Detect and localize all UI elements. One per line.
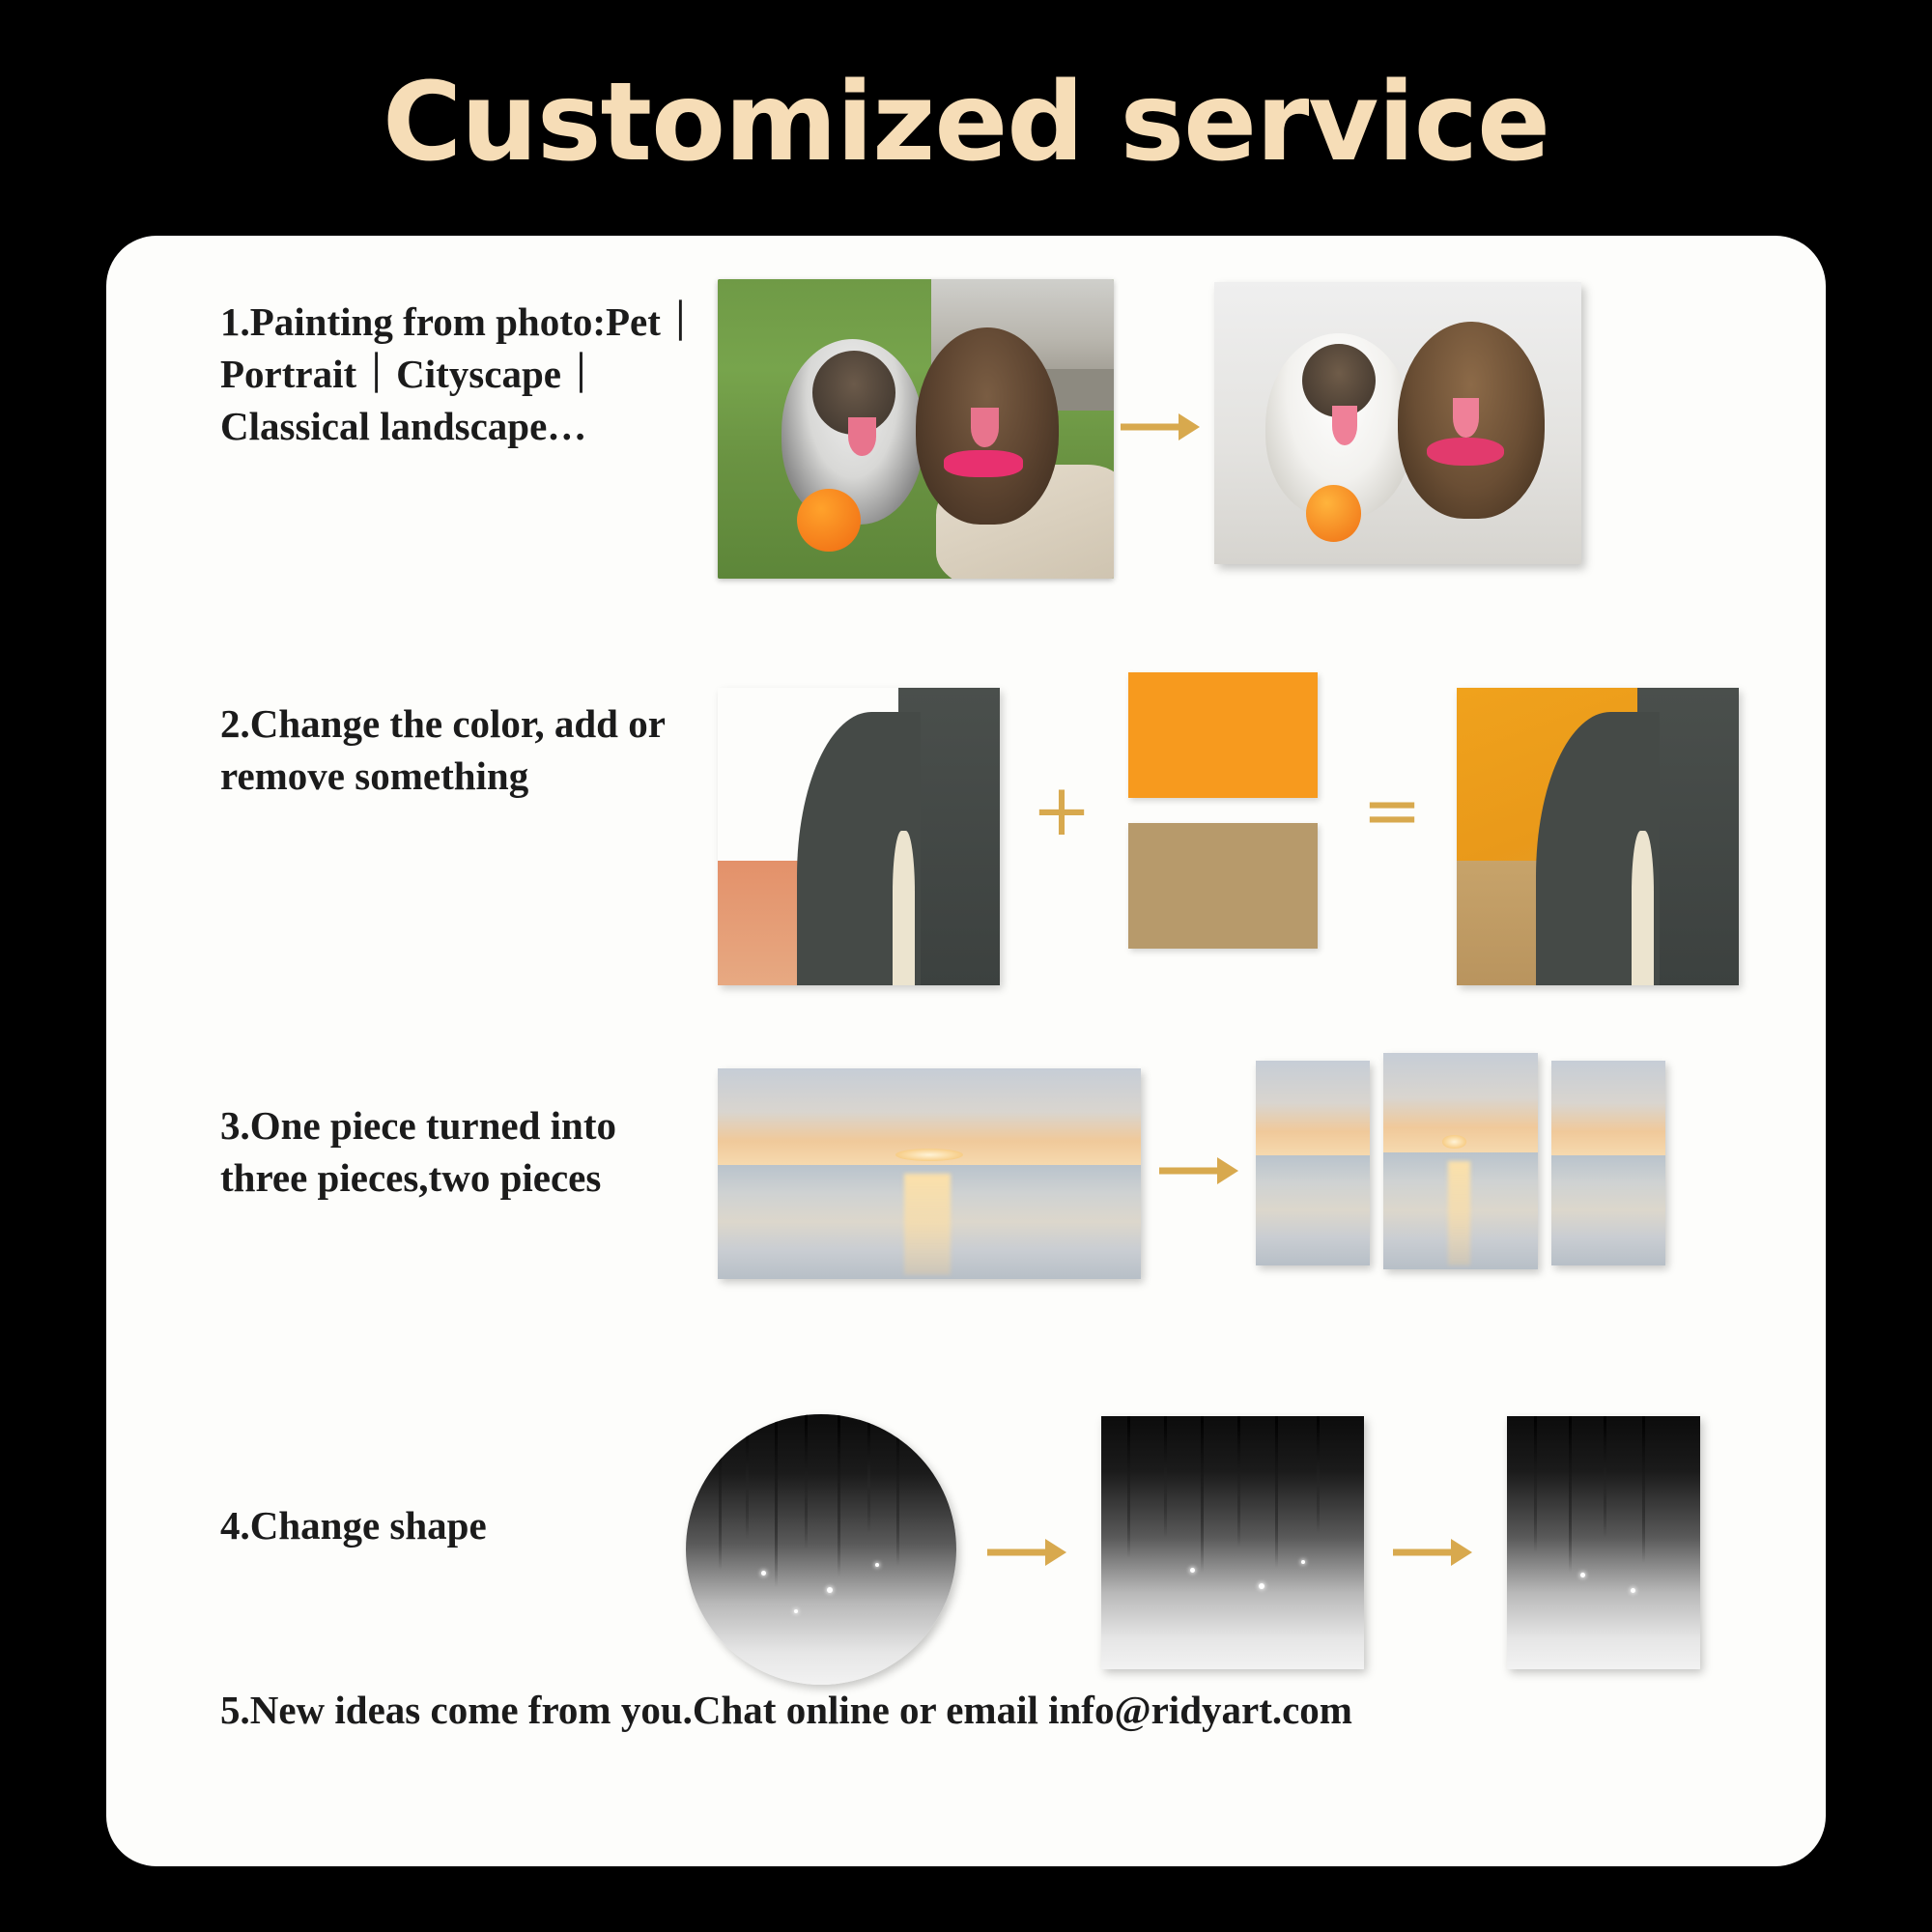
sparkle: [1631, 1588, 1635, 1593]
triptych-panel-1: [1256, 1061, 1370, 1265]
sea-water: [1256, 1155, 1370, 1265]
drip: [896, 1414, 899, 1566]
step-row-1: [106, 236, 1826, 690]
plus-sign: +: [1032, 769, 1093, 852]
drip: [838, 1414, 840, 1577]
drip: [1642, 1416, 1645, 1563]
drip: [1317, 1416, 1320, 1533]
step-row-4: [106, 1395, 1826, 1685]
sea-sun-reflection: [1448, 1161, 1469, 1265]
recolored-light-stripe: [1632, 831, 1654, 985]
portrait-canvas: [1507, 1416, 1700, 1669]
step-row-2: [106, 661, 1826, 1047]
step-3-caption: 3.One piece turned into three pieces,two pieces: [220, 1103, 616, 1201]
drip: [1275, 1416, 1278, 1568]
arrow-right-icon: [987, 1530, 1068, 1575]
photo-dog-left-tongue: [848, 417, 876, 456]
drip: [805, 1414, 808, 1549]
drip: [1237, 1416, 1240, 1548]
step-2-caption: 2.Change the color, add or remove something: [220, 701, 666, 799]
drip: [1201, 1416, 1204, 1573]
sea-sky: [1551, 1061, 1665, 1155]
painting-tennis-ball: [1306, 485, 1361, 541]
drip: [1127, 1416, 1130, 1558]
page-title: Customized service: [382, 60, 1550, 185]
original-light-stripe: [893, 831, 915, 985]
original-painting: [718, 688, 1000, 985]
photo-dog-right-tongue: [971, 408, 999, 446]
single-seascape: [718, 1068, 1141, 1279]
footer-note: 5.New ideas come from you.Chat online or email info@ridyart.com: [220, 1688, 1352, 1732]
recolored-painting: [1457, 688, 1739, 985]
painting-dog-right-tongue: [1453, 398, 1479, 438]
sparkle: [761, 1571, 766, 1576]
equals-sign: =: [1362, 769, 1423, 852]
triptych-panel-3: [1551, 1061, 1665, 1265]
sea-sun-reflection: [904, 1174, 951, 1275]
triptych-panel-2: [1383, 1053, 1538, 1269]
step-4-caption: 4.Change shape: [220, 1503, 487, 1548]
sea-sun: [895, 1149, 963, 1161]
drip: [1604, 1416, 1606, 1538]
photo-tennis-ball: [797, 489, 861, 552]
drip: [1164, 1416, 1167, 1538]
sea-water: [1551, 1155, 1665, 1265]
drip: [1534, 1416, 1537, 1552]
drip: [775, 1414, 778, 1587]
sparkle: [827, 1587, 833, 1593]
sparkle: [1190, 1568, 1195, 1573]
drip: [746, 1414, 749, 1539]
photo-dog-right-collar: [944, 450, 1023, 477]
color-swatch-orange: [1128, 672, 1318, 798]
round-canvas: [686, 1414, 956, 1685]
sea-sun: [1442, 1135, 1467, 1148]
drip: [867, 1414, 870, 1533]
drip: [1569, 1416, 1572, 1573]
painting-dog-right-collar: [1427, 438, 1504, 466]
sparkle: [875, 1563, 879, 1567]
sparkle: [1580, 1573, 1585, 1577]
arrow-right-icon: [1121, 405, 1202, 449]
arrow-right-icon: [1159, 1149, 1240, 1193]
arrow-right-icon: [1393, 1530, 1474, 1575]
color-swatch-tan: [1128, 823, 1318, 949]
sparkle: [794, 1609, 798, 1613]
step-1-caption: 1.Painting from photo:Pet｜Portrait｜Cityscape｜Classical landscape…: [220, 299, 700, 449]
square-canvas: [1101, 1416, 1364, 1669]
sea-sky: [1256, 1061, 1370, 1155]
sparkle: [1259, 1583, 1264, 1589]
pet-photo: [718, 279, 1114, 579]
pet-painting: [1214, 282, 1581, 564]
content-card: [106, 236, 1826, 1866]
sparkle: [1301, 1560, 1305, 1564]
step-row-3: [106, 1047, 1826, 1395]
drip: [719, 1414, 722, 1571]
